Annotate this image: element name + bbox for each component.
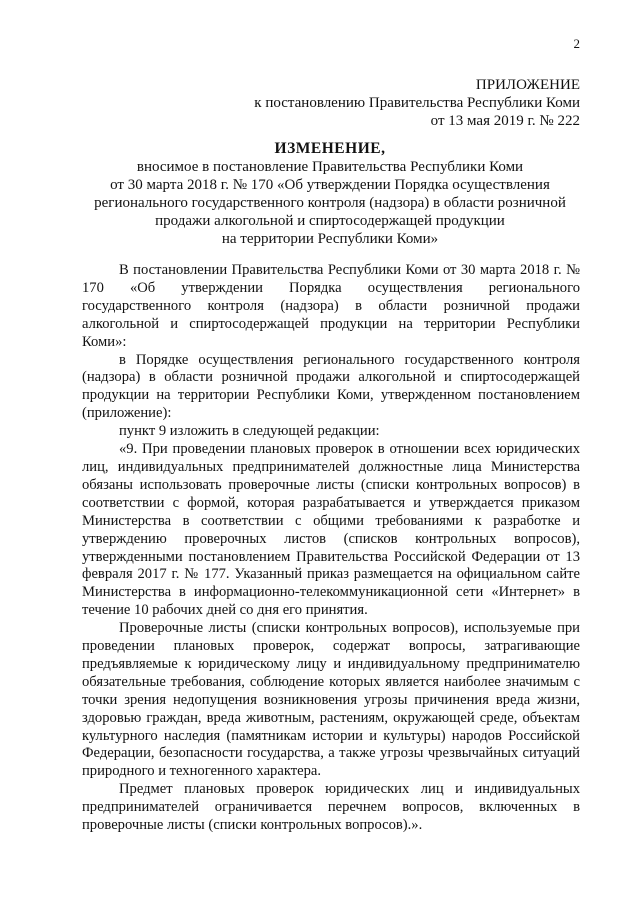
document-heading	[80, 140, 580, 248]
body-paragraph: в Порядке осуществления регионального государственного контроля (надзора) в области розничной продажи алкогольной и спиртосодержащей продукции на территории Республики Коми, утвержденном постановлением (приложение):	[82, 351, 580, 422]
body-paragraph: пункт 9 изложить в следующей редакции:	[119, 423, 380, 440]
heading-line: на территории Республики Коми»	[221, 231, 439, 247]
body-paragraph: «9. При проведении плановых проверок в отношении всех юридических лиц, индивидуальных предпринимателей должностные лица Министерства обязаны использовать проверочные листы (списки контрольных вопросов) в соответствии с формой, которая разрабатывается и утверждается приказом Министерства в соответствии с общими требованиями к разработке и утверждению проверочных листов (списков контрольных вопросов), утвержденными постановлением Правительства Российской Федерации от 13 февраля 2017 г. № 177. Указанный приказ размещается на официальном сайте Министерства в информационно-телекоммуникационной сети «Интернет» в течение 10 рабочих дней со дня его принятия.	[82, 441, 580, 619]
heading-line: регионального государственного контроля (надзора) в области розничной	[94, 195, 566, 211]
appendix-label: ПРИЛОЖЕНИЕ	[475, 77, 580, 93]
appendix-date: от 13 мая 2019 г. № 222	[430, 113, 580, 129]
body-paragraph: Проверочные листы (списки контрольных вопросов), используемые при проведении плановых проверок, содержат вопросы, затрагивающие предъявляемые к юридическому лицу и индивидуальному предпринимателю обязательные требования, соблюдение которых является наиболее значимым с точки зрения недопущения возникновения угрозы причинения вреда жизни, здоровью граждан, вреда животным, растениям, окружающей среде, объектам культурного наследия (памятникам истории и культуры) народов Российской Федерации, безопасности государства, а также угрозы чрезвычайных ситуаций природного и техногенного характера.	[82, 620, 580, 780]
heading-line: продажи алкогольной и спиртосодержащей продукции	[155, 213, 505, 229]
body-paragraph: Предмет плановых проверок юридических лиц и индивидуальных предпринимателей ограничивается перечнем вопросов, включенных в проверочные листы (списки контрольных вопросов).».	[82, 781, 580, 834]
heading-line: вносимое в постановление Правительства Республики Коми	[136, 159, 524, 175]
page-number: 2	[573, 36, 580, 51]
heading-line: от 30 марта 2018 г. № 170 «Об утверждении Порядка осуществления	[110, 177, 550, 193]
document-body	[82, 262, 580, 835]
body-paragraph: В постановлении Правительства Республики Коми от 30 марта 2018 г. № 170 «Об утверждении Порядка осуществления регионального государственного контроля (надзора) в области розничной продажи алкогольной и спиртосодержащей продукции на территории Республики Коми»:	[82, 262, 580, 350]
appendix-block	[254, 76, 580, 130]
appendix-reference: к постановлению Правительства Республики Коми	[254, 95, 580, 111]
heading-title: ИЗМЕНЕНИЕ,	[274, 140, 386, 157]
